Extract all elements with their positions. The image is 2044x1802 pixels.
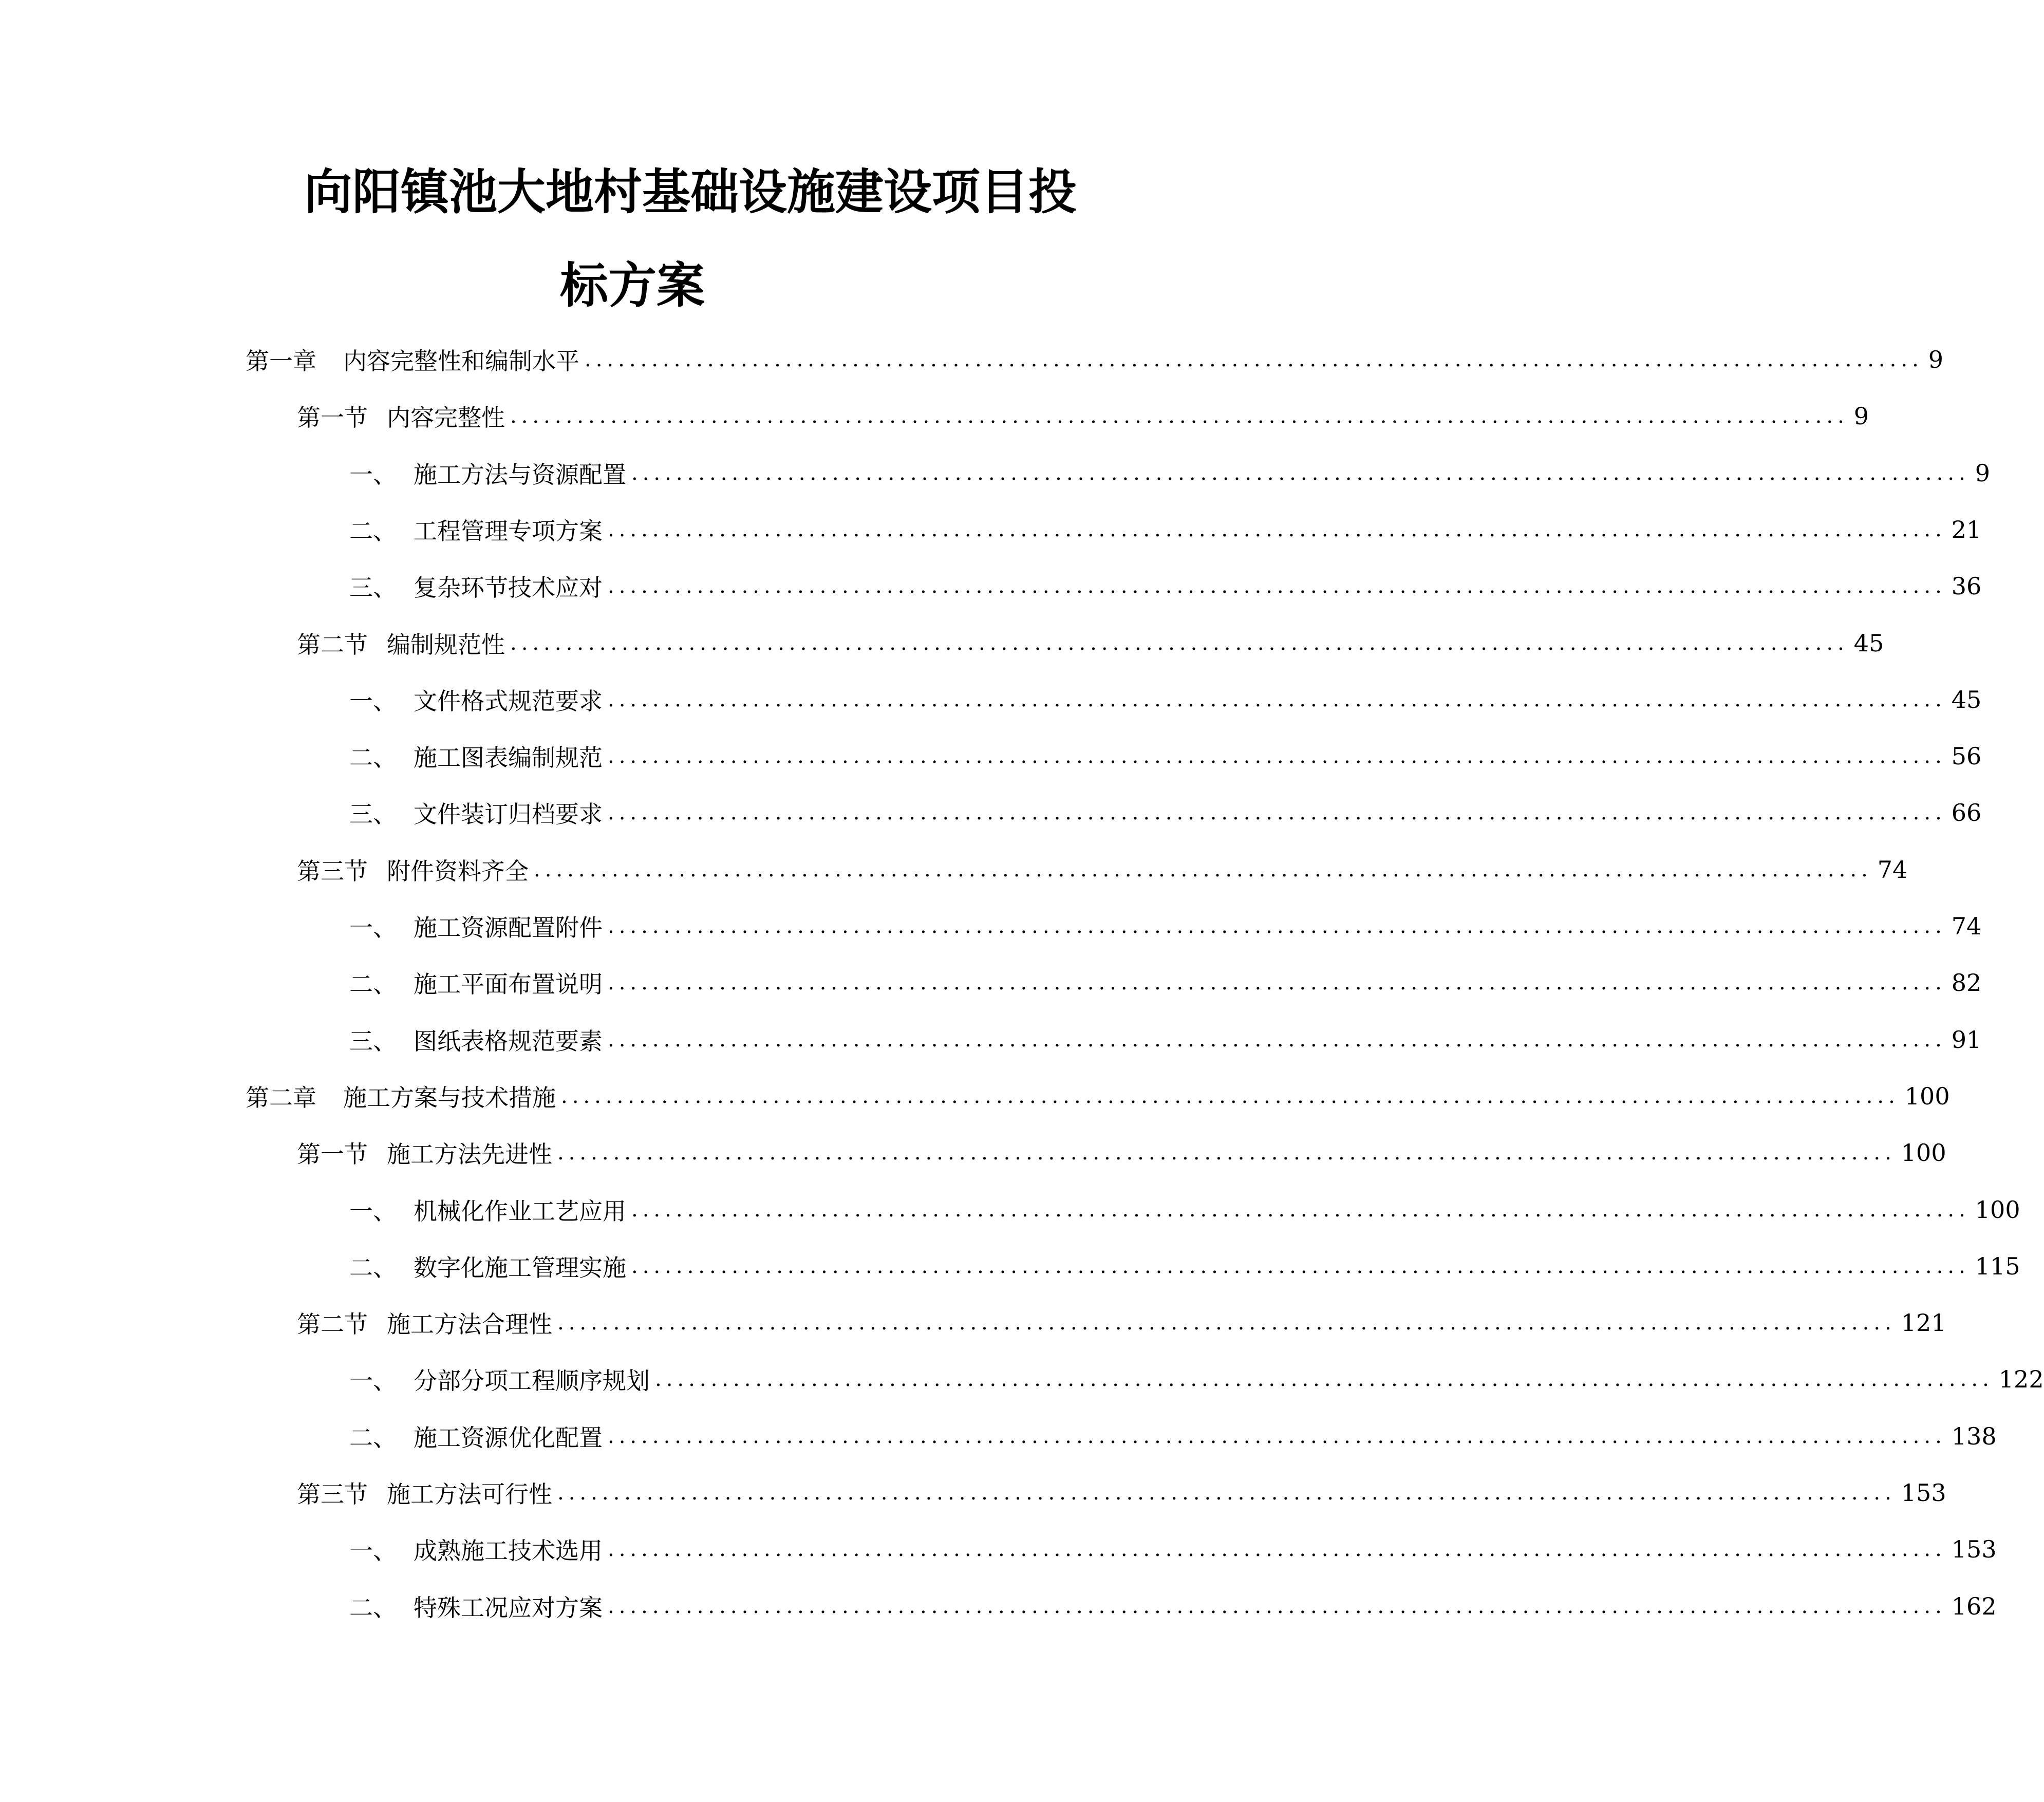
toc-entry-page-number: 153 [1951,1535,1997,1564]
toc-dot-leader: ........................................................................................................................ [557,1311,1896,1335]
toc-dot-leader: ........................................................................................................................ [534,857,1872,881]
toc-entry[interactable] [246,339,1944,380]
toc-entry[interactable] [297,1302,1946,1343]
toc-dot-leader: ........................................................................................................................ [510,631,1849,655]
toc-entry-page-number: 91 [1951,1025,1982,1054]
toc-entry-label [349,569,603,603]
toc-dot-leader: ........................................................................................................................ [608,914,1946,938]
toc-entry[interactable] [349,509,1982,550]
toc-dot-leader: ........................................................................................................................ [631,1254,1970,1278]
toc-entry[interactable] [349,1019,1982,1060]
toc-entry[interactable] [349,453,1991,494]
toc-entry-title: 成熟施工技术选用 [414,1537,603,1565]
toc-entry-number: 第一节 [297,404,368,432]
toc-entry-page-number: 138 [1951,1422,1997,1450]
toc-dot-leader: ........................................................................................................................ [585,348,1923,371]
toc-entry-page-number: 74 [1877,855,1908,884]
toc-entry[interactable] [297,1132,1946,1173]
toc-entry-number: 第三节 [297,1480,368,1508]
toc-entry-number: 二、 [349,970,397,999]
toc-entry-title: 文件格式规范要求 [414,687,603,715]
toc-dot-leader: ........................................................................................................................ [608,1424,1946,1448]
toc-entry-page-number: 100 [1975,1195,2020,1224]
toc-entry-label [349,456,626,490]
toc-entry-number: 第一章 [246,347,316,375]
toc-entry-number: 第一节 [297,1140,368,1169]
toc-dot-leader: ........................................................................................................................ [608,1594,1946,1618]
toc-entry-page-number: 45 [1951,685,1982,714]
toc-entry-title: 施工方法与资源配置 [414,460,626,489]
toc-entry[interactable] [297,849,1908,890]
toc-dot-leader: ........................................................................................................................ [510,404,1849,428]
toc-entry-page-number: 162 [1951,1592,1997,1620]
toc-entry-label [297,1476,552,1510]
toc-dot-leader: ........................................................................................................................ [608,517,1946,541]
toc-entry-label [349,1362,650,1396]
toc-entry-page-number: 74 [1951,912,1982,940]
toc-entry-title: 复杂环节技术应对 [414,574,603,602]
toc-entry-title: 工程管理专项方案 [414,517,603,545]
toc-entry-page-number: 45 [1853,629,1884,657]
toc-entry-label [297,626,505,660]
toc-dot-leader: ........................................................................................................................ [608,687,1946,711]
toc-entry[interactable] [349,1189,2020,1230]
toc-dot-leader: ........................................................................................................................ [561,1084,1900,1108]
toc-entry-number: 三、 [349,800,397,829]
toc-entry-title: 特殊工况应对方案 [414,1593,603,1622]
toc-entry-page-number: 115 [1975,1252,2020,1280]
toc-entry-page-number: 66 [1951,799,1982,827]
toc-entry-page-number: 36 [1951,572,1982,600]
toc-entry[interactable] [246,1076,1950,1117]
toc-entry-label [349,1532,603,1566]
toc-entry-number: 第二章 [246,1083,316,1112]
toc-entry-title: 施工方法合理性 [387,1310,552,1339]
toc-entry-title: 图纸表格规范要素 [414,1027,603,1055]
toc-entry-page-number: 121 [1901,1309,1946,1337]
toc-entry-title: 文件装订归档要求 [414,800,603,829]
toc-entry-label [297,1136,552,1170]
toc-entry-label [297,1306,552,1340]
toc-entry-number: 二、 [349,1253,397,1282]
toc-entry[interactable] [349,962,1982,1003]
toc-entry-page-number: 9 [1928,346,1944,373]
toc-entry-page-number: 56 [1951,742,1982,771]
toc-entry-number: 三、 [349,574,397,602]
toc-entry-number: 一、 [349,1197,397,1225]
toc-entry-page-number: 153 [1901,1479,1946,1507]
toc-entry[interactable] [349,1246,2020,1287]
toc-dot-leader: ........................................................................................................................ [608,1027,1946,1052]
toc-entry-number: 一、 [349,914,397,942]
toc-dot-leader: ........................................................................................................................ [608,574,1946,598]
toc-dot-leader: ........................................................................................................................ [557,1141,1896,1165]
toc-entry-number: 第二节 [297,630,368,659]
toc-dot-leader: ........................................................................................................................ [608,1537,1946,1562]
toc-entry-label [349,683,603,717]
toc-entry-number: 二、 [349,517,397,545]
document-title-line-2: 标方案 [560,258,705,314]
document-title-line-1: 向阳镇池大地村基础设施建设项目投 [304,164,1077,220]
toc-dot-leader: ........................................................................................................................ [631,1197,1970,1222]
toc-entry-title: 施工图表编制规范 [414,744,603,772]
toc-entry-title: 编制规范性 [387,630,505,659]
toc-entry-title: 分部分项工程顺序规划 [414,1367,650,1395]
toc-dot-leader: ........................................................................................................................ [608,744,1946,768]
toc-entry-label [246,343,579,377]
toc-entry-label [297,853,529,887]
toc-entry[interactable] [349,1529,1997,1570]
toc-entry-title: 施工资源配置附件 [414,914,603,942]
toc-dot-leader: ........................................................................................................................ [631,461,1970,485]
toc-entry-label [297,399,505,433]
toc-entry[interactable] [349,736,1982,777]
toc-entry[interactable] [349,566,1982,607]
toc-entry-number: 二、 [349,1593,397,1622]
toc-entry-title: 施工平面布置说明 [414,970,603,999]
toc-entry-title: 数字化施工管理实施 [414,1253,626,1282]
toc-entry-title: 施工资源优化配置 [414,1423,603,1452]
toc-entry-label [349,1193,626,1227]
toc-entry-number: 第二节 [297,1310,368,1339]
toc-entry-page-number: 100 [1901,1139,1946,1167]
toc-entry-number: 二、 [349,1423,397,1452]
toc-entry[interactable] [349,906,1982,947]
toc-dot-leader: ........................................................................................................................ [557,1481,1896,1505]
toc-entry-number: 一、 [349,687,397,715]
toc-entry-label [349,513,603,547]
toc-entry-page-number: 100 [1904,1082,1950,1110]
toc-entry-label [349,1589,603,1623]
toc-entry[interactable] [349,792,1982,833]
toc-entry-number: 第三节 [297,857,368,885]
toc-entry-number: 一、 [349,1537,397,1565]
toc-entry-number: 二、 [349,744,397,772]
toc-entry[interactable] [349,679,1982,720]
toc-entry-page-number: 82 [1951,969,1982,997]
toc-entry-title: 内容完整性 [387,404,505,432]
toc-entry-label [349,1249,626,1283]
toc-entry-number: 一、 [349,460,397,489]
toc-entry-label [349,1023,603,1057]
toc-entry[interactable] [297,396,1869,437]
toc-entry-page-number: 122 [1998,1365,2044,1394]
toc-dot-leader: ........................................................................................................................ [655,1367,1994,1392]
toc-entry-label [246,1079,556,1113]
toc-entry-page-number: 9 [1975,459,1991,487]
toc-entry-title: 施工方法先进性 [387,1140,552,1169]
toc-entry[interactable] [349,1586,1997,1627]
toc-entry-label [349,739,603,773]
toc-entry[interactable] [297,1472,1946,1513]
toc-entry[interactable] [349,1416,1997,1457]
toc-entry-label [349,796,603,830]
toc-entry-title: 内容完整性和编制水平 [343,347,579,375]
toc-entry-title: 施工方法可行性 [387,1480,552,1508]
toc-entry-page-number: 9 [1853,402,1869,430]
toc-entry[interactable] [349,1359,2044,1400]
toc-entry-title: 机械化作业工艺应用 [414,1197,626,1225]
toc-entry-title: 附件资料齐全 [387,857,529,885]
toc-entry-label [349,1419,603,1453]
toc-entry[interactable] [297,623,1884,664]
toc-entry-number: 一、 [349,1367,397,1395]
toc-entry-label [349,909,603,943]
toc-dot-leader: ........................................................................................................................ [608,801,1946,825]
toc-entry-title: 施工方案与技术措施 [343,1083,556,1112]
toc-dot-leader: ........................................................................................................................ [608,971,1946,995]
toc-entry-page-number: 21 [1951,515,1982,543]
toc-entry-number: 三、 [349,1027,397,1055]
toc-entry-label [349,966,603,1000]
